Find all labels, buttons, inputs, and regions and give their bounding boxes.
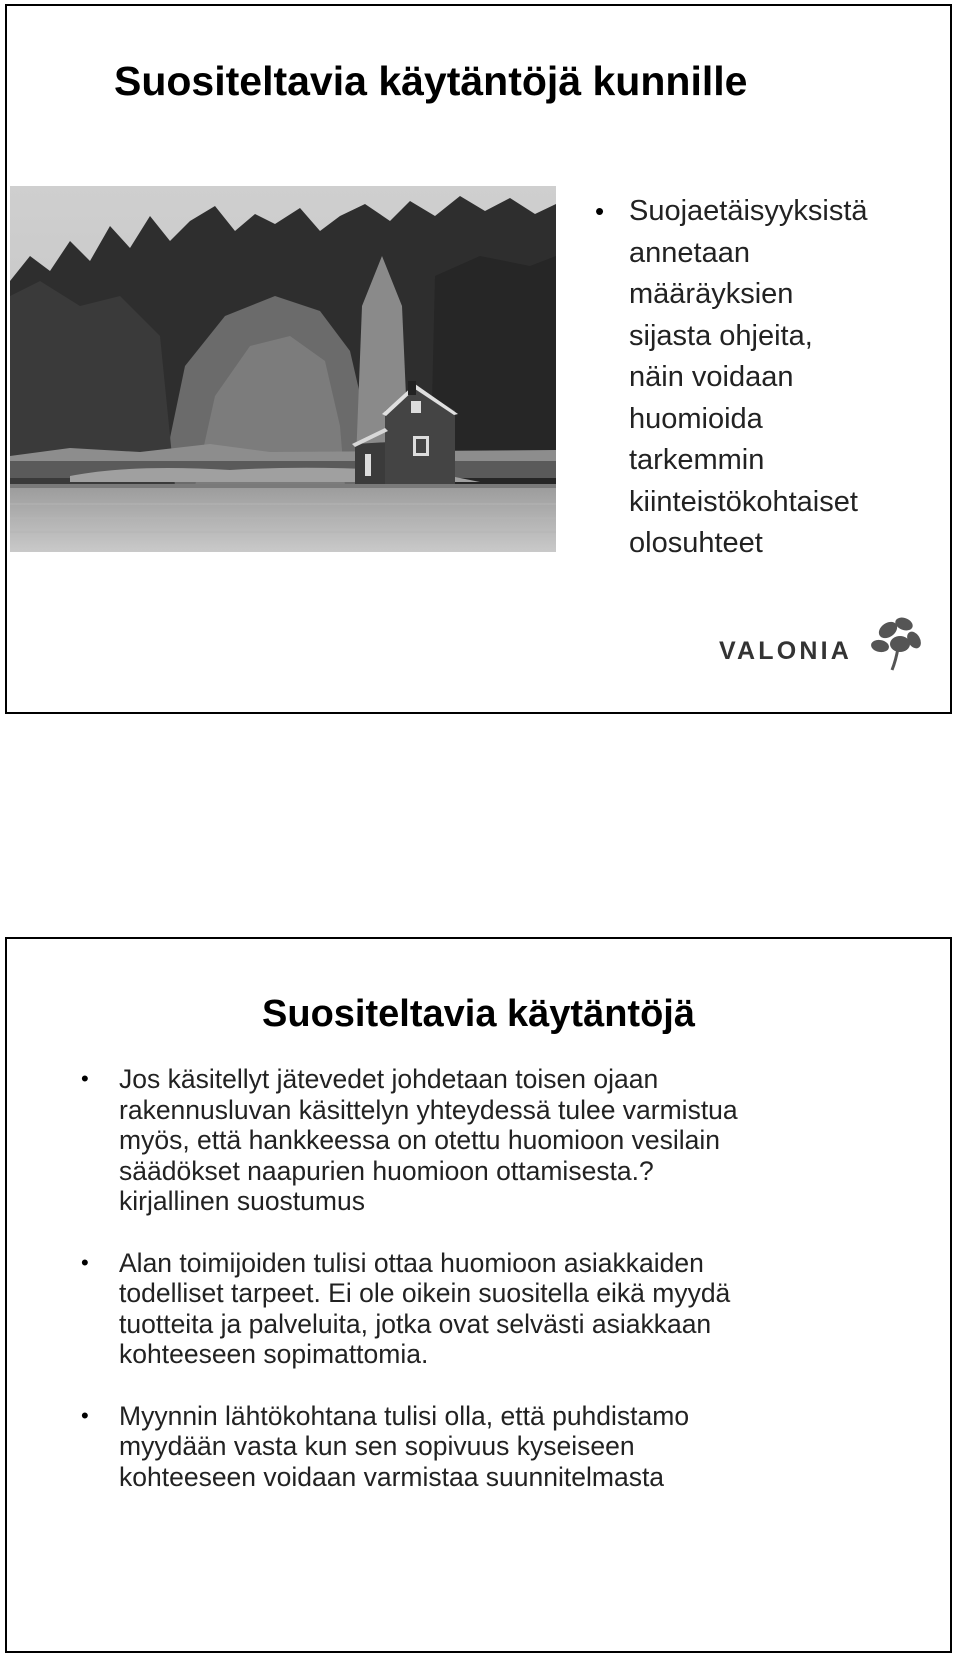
bullet-line: huomioida bbox=[629, 402, 763, 435]
logo-wordmark: VALONIA bbox=[719, 637, 853, 665]
list-item bbox=[79, 1248, 929, 1370]
bullet-line: rakennusluvan käsittelyn yhteydessä tulee varmistua bbox=[119, 1094, 738, 1125]
bullet-icon: • bbox=[81, 1249, 89, 1275]
bullet-line: määräyksien bbox=[629, 278, 794, 310]
leaf-logo-icon bbox=[866, 612, 928, 679]
bullet-line: kirjallinen suostumus bbox=[119, 1186, 365, 1216]
lake-house-photo bbox=[10, 186, 556, 552]
slide-1 bbox=[5, 4, 952, 714]
bullet-line: kiinteistökohtaiset bbox=[629, 485, 858, 518]
slide-1-title: Suositeltavia käytäntöjä kunnille bbox=[114, 58, 748, 104]
valonia-logo bbox=[719, 612, 939, 674]
bullet-line: säädökset naapurien huomioon ottamisesta.? bbox=[119, 1155, 654, 1186]
bullet-line: Suojaetäisyyksistä bbox=[629, 195, 868, 227]
bullet-icon: • bbox=[81, 1402, 89, 1428]
bullet-line: sijasta ohjeita, bbox=[629, 319, 813, 352]
bullet-line: tarkemmin bbox=[629, 444, 765, 476]
bullet-icon: • bbox=[595, 196, 605, 226]
bullet-line: olosuhteet bbox=[629, 527, 763, 559]
bullet-line: annetaan bbox=[629, 236, 750, 269]
list-item bbox=[79, 1064, 929, 1217]
list-item bbox=[79, 1401, 929, 1493]
bullet-icon: • bbox=[81, 1066, 89, 1091]
bullet-line: Myynnin lähtökohtana tulisi olla, että puhdistamo bbox=[119, 1400, 690, 1431]
bullet-line: myös, että hankkeessa on otettu huomioon vesilain bbox=[119, 1125, 721, 1155]
bullet-line: myydään vasta kun sen sopivuus kyseiseen bbox=[119, 1431, 635, 1461]
bullet-line: tuotteita ja palveluita, jotka ovat selvästi asiakkaan bbox=[119, 1308, 712, 1339]
bullet-line: näin voidaan bbox=[629, 361, 794, 393]
bullet-line: Jos käsitellyt jätevedet johdetaan toisen ojaan bbox=[119, 1064, 659, 1094]
bullet-line: kohteeseen voidaan varmistaa suunnitelmasta bbox=[119, 1461, 665, 1492]
bullet-line: todelliset tarpeet. Ei ole oikein suositella eikä myydä bbox=[119, 1278, 731, 1308]
slide-2-title: Suositeltavia käytäntöjä bbox=[262, 993, 695, 1035]
bullet-line: kohteeseen sopimattomia. bbox=[119, 1339, 429, 1369]
list-item bbox=[587, 191, 917, 565]
bullet-line: Alan toimijoiden tulisi ottaa huomioon asiakkaiden bbox=[119, 1247, 704, 1278]
slide-2-bullets bbox=[79, 1064, 929, 1523]
slide-2 bbox=[5, 937, 952, 1653]
slide-1-bullets bbox=[587, 191, 917, 565]
